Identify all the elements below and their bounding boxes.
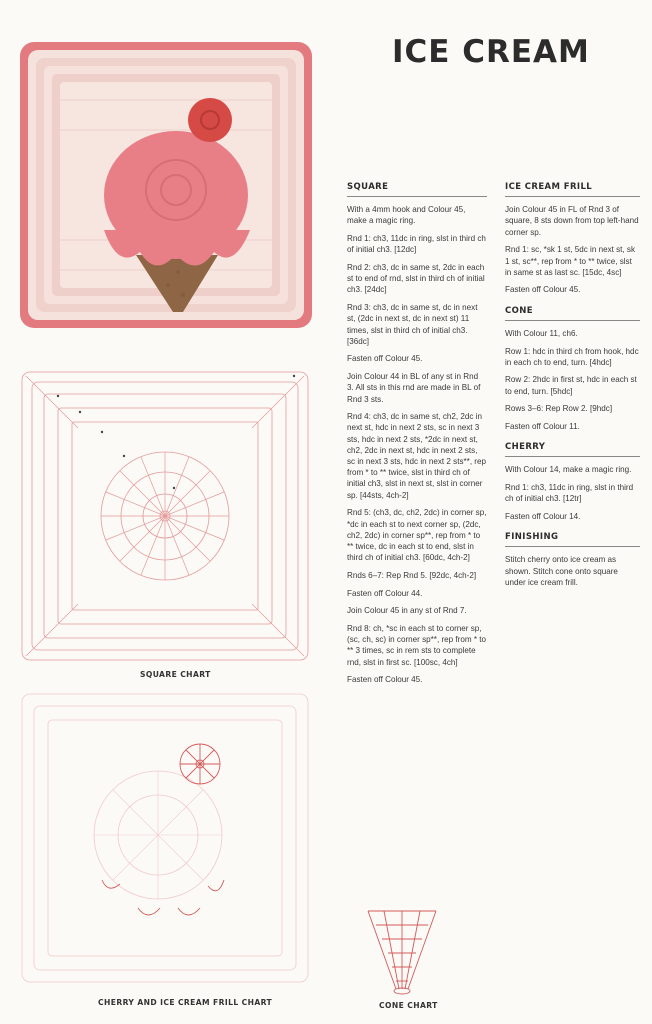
cone-chart-caption: CONE CHART [379,1001,438,1010]
frill-rnd1: Rnd 1: sc, *sk 1 st, 5dc in next st, sk 1 st, sc**, rep from * to ** twice, slst in same st as last sc. [15dc, 4sc] [505,245,636,277]
square-fasten-1: Fasten off Colour 45. [347,354,423,364]
square-rnd6-7: Rnds 6–7: Rep Rnd 5. [92dc, 4ch-2] [347,570,477,580]
cone-heading: CONE [505,306,640,321]
cherry-heading: CHERRY [505,442,640,457]
square-chart-caption: SQUARE CHART [140,670,211,679]
square-join-45: Join Colour 45 in any st of Rnd 7. [347,606,467,616]
frill-heading: ICE CREAM FRILL [505,182,640,197]
square-intro: With a 4mm hook and Colour 45, make a magic ring. [347,205,466,226]
square-rnd2: Rnd 2: ch3, dc in same st, 2dc in each st to end of rnd, slst in third ch of initial ch3. [24dc] [347,263,485,295]
square-rnd4: Rnd 4: ch3, dc in same st, ch2, 2dc in next st, hdc in next 2 sts, sc in next 3 sts, hdc in next 2 sts, *2dc in next st, ch2, 2dc in next st, hdc in next 2 sts, sc in next 3 sts, hdc in next 2 sts**, rep from * to ** twice, slst in third ch of initial ch3, slst in next st, slst in corner sp. [44sts, 4ch-2] [347,412,487,500]
cherry-fasten: Fasten off Colour 14. [505,512,581,522]
finishing-heading: FINISHING [505,532,640,547]
cone-row2: Row 2: 2hdc in first st, hdc in each st to end, turn. [5hdc] [505,375,637,396]
frill-intro: Join Colour 45 in FL of Rnd 3 of square, 8 sts down from top left-hand corner sp. [505,205,639,237]
cone-rows3-6: Rows 3–6: Rep Row 2. [9hdc] [505,404,613,414]
square-rnd8: Rnd 8: ch, *sc in each st to corner sp, (sc, ch, sc) in corner sp**, rep from * to ** 3 times, sc in rem sts to complete rnd, slst in first sc. [100sc, 4ch] [347,624,486,667]
cone-chart [362,905,442,997]
cherry-intro: With Colour 14, make a magic ring. [505,465,632,475]
component-instructions [505,182,640,595]
square-heading: SQUARE [347,182,487,197]
cherry-chart-caption: CHERRY AND ICE CREAM FRILL CHART [98,998,273,1007]
ice-cream-square-photo [18,40,314,330]
square-fasten-2: Fasten off Colour 44. [347,588,423,598]
cone-intro: With Colour 11, ch6. [505,328,578,338]
square-fasten-3: Fasten off Colour 45. [347,675,423,685]
cherry-rnd1: Rnd 1: ch3, 11dc in ring, slst in third ch of initial ch3. [12tr] [505,483,634,504]
frill-fasten: Fasten off Colour 45. [505,285,581,295]
cone-fasten: Fasten off Colour 11. [505,422,580,432]
square-instructions [347,182,487,692]
square-rnd1: Rnd 1: ch3, 11dc in ring, slst in third ch of initial ch3. [12dc] [347,234,486,255]
square-join-44: Join Colour 44 in BL of any st in Rnd 3. All sts in this rnd are made in BL of Rnd 3 sts. [347,372,481,404]
square-rnd5: Rnd 5: (ch3, dc, ch2, 2dc) in corner sp, *dc in each st to next corner sp, (2dc, ch2, 2dc) in corner sp**, rep from * to ** twice, dc in each st to end, slst in third ch of initial ch3. [60dc, 4ch-2] [347,508,487,563]
page-title: ICE CREAM [392,34,590,70]
square-chart [18,368,312,664]
cone-row1: Row 1: hdc in third ch from hook, hdc in each ch to end, turn. [4hdc] [505,346,639,367]
cherry-frill-chart [18,690,312,986]
finishing-text: Stitch cherry onto ice cream as shown. Stitch cone onto square under ice cream frill. [505,555,618,587]
square-rnd3: Rnd 3: ch3, dc in same st, dc in next st, (2dc in next st, dc in next st) 11 times, slst in third ch of initial ch3. [36dc] [347,303,478,346]
